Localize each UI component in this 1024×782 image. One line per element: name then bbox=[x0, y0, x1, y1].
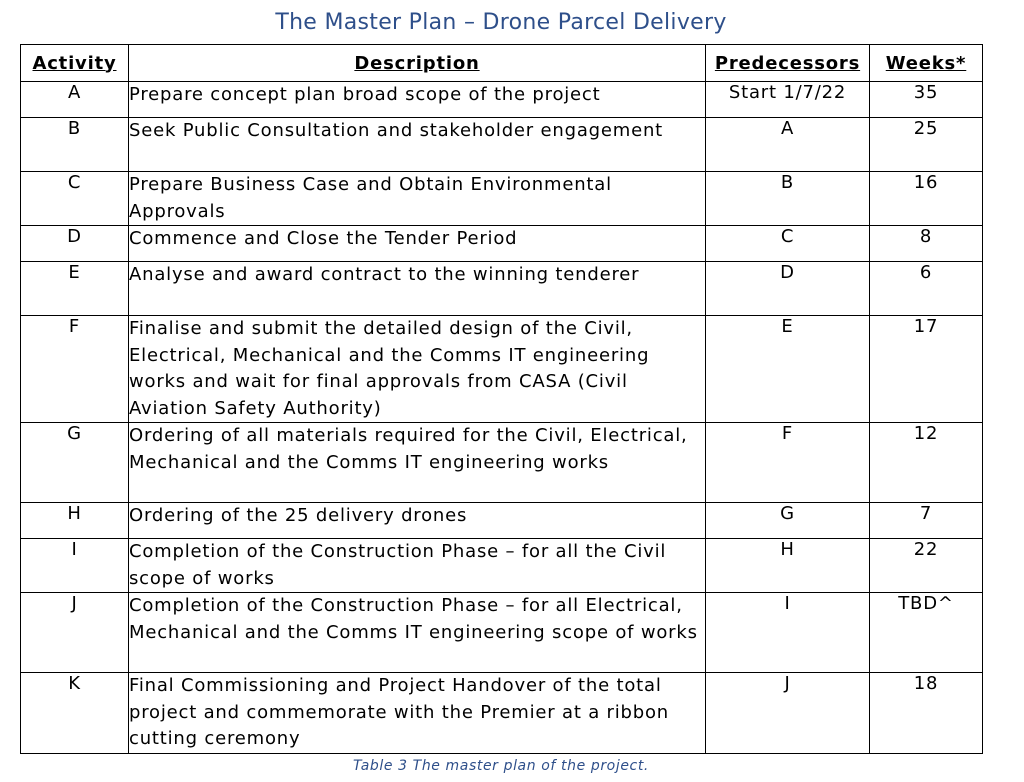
description-cell: Completion of the Construction Phase – for all the Civil scope of works bbox=[129, 539, 706, 593]
table-row bbox=[21, 593, 983, 673]
predecessors-cell: D bbox=[706, 262, 870, 316]
table-row bbox=[21, 316, 983, 423]
description-cell: Seek Public Consultation and stakeholder engagement bbox=[129, 118, 706, 172]
header-predecessors: Predecessors bbox=[706, 45, 870, 82]
table-caption: Table 3 The master plan of the project. bbox=[353, 758, 649, 774]
description-cell: Prepare concept plan broad scope of the project bbox=[129, 82, 706, 118]
activity-cell: B bbox=[21, 118, 129, 172]
description-cell: Ordering of the 25 delivery drones bbox=[129, 503, 706, 539]
table-row bbox=[21, 118, 983, 172]
weeks-cell: 25 bbox=[870, 118, 983, 172]
predecessors-cell: E bbox=[706, 316, 870, 423]
description-cell: Final Commissioning and Project Handover of the total project and commemorate with the Premier at a ribbon cutting ceremony bbox=[129, 673, 706, 754]
weeks-cell: 17 bbox=[870, 316, 983, 423]
weeks-cell: 22 bbox=[870, 539, 983, 593]
activity-cell: K bbox=[21, 673, 129, 754]
activity-cell: I bbox=[21, 539, 129, 593]
activity-cell: C bbox=[21, 172, 129, 226]
header-description: Description bbox=[129, 45, 706, 82]
table-row bbox=[21, 172, 983, 226]
table-row bbox=[21, 539, 983, 593]
table-row bbox=[21, 262, 983, 316]
table-row bbox=[21, 673, 983, 754]
predecessors-cell: C bbox=[706, 226, 870, 262]
description-cell: Finalise and submit the detailed design of the Civil, Electrical, Mechanical and the Comms IT engineering works and wait for final approvals from CASA (Civil Aviation Safety Authority) bbox=[129, 316, 706, 423]
weeks-cell: TBD^ bbox=[870, 593, 983, 673]
predecessors-cell: G bbox=[706, 503, 870, 539]
description-cell: Prepare Business Case and Obtain Environmental Approvals bbox=[129, 172, 706, 226]
description-cell: Completion of the Construction Phase – for all Electrical, Mechanical and the Comms IT engineering scope of works bbox=[129, 593, 706, 673]
weeks-cell: 6 bbox=[870, 262, 983, 316]
header-weeks: Weeks* bbox=[870, 45, 983, 82]
activity-cell: F bbox=[21, 316, 129, 423]
predecessors-cell: B bbox=[706, 172, 870, 226]
table-row bbox=[21, 503, 983, 539]
weeks-cell: 16 bbox=[870, 172, 983, 226]
master-plan-table bbox=[20, 44, 983, 754]
table-header-row bbox=[21, 45, 983, 82]
activity-cell: J bbox=[21, 593, 129, 673]
predecessors-cell: H bbox=[706, 539, 870, 593]
weeks-cell: 7 bbox=[870, 503, 983, 539]
predecessors-cell: A bbox=[706, 118, 870, 172]
weeks-cell: 12 bbox=[870, 423, 983, 503]
table-row bbox=[21, 226, 983, 262]
weeks-cell: 8 bbox=[870, 226, 983, 262]
description-cell: Analyse and award contract to the winning tenderer bbox=[129, 262, 706, 316]
weeks-cell: 35 bbox=[870, 82, 983, 118]
activity-cell: E bbox=[21, 262, 129, 316]
activity-cell: G bbox=[21, 423, 129, 503]
document-title: The Master Plan – Drone Parcel Delivery bbox=[275, 10, 727, 35]
predecessors-cell: Start 1/7/22 bbox=[706, 82, 870, 118]
predecessors-cell: J bbox=[706, 673, 870, 754]
table-row bbox=[21, 423, 983, 503]
header-activity: Activity bbox=[21, 45, 129, 82]
weeks-cell: 18 bbox=[870, 673, 983, 754]
description-cell: Ordering of all materials required for the Civil, Electrical, Mechanical and the Comms IT engineering works bbox=[129, 423, 706, 503]
activity-cell: A bbox=[21, 82, 129, 118]
activity-cell: D bbox=[21, 226, 129, 262]
description-cell: Commence and Close the Tender Period bbox=[129, 226, 706, 262]
table-row bbox=[21, 82, 983, 118]
predecessors-cell: I bbox=[706, 593, 870, 673]
activity-cell: H bbox=[21, 503, 129, 539]
predecessors-cell: F bbox=[706, 423, 870, 503]
